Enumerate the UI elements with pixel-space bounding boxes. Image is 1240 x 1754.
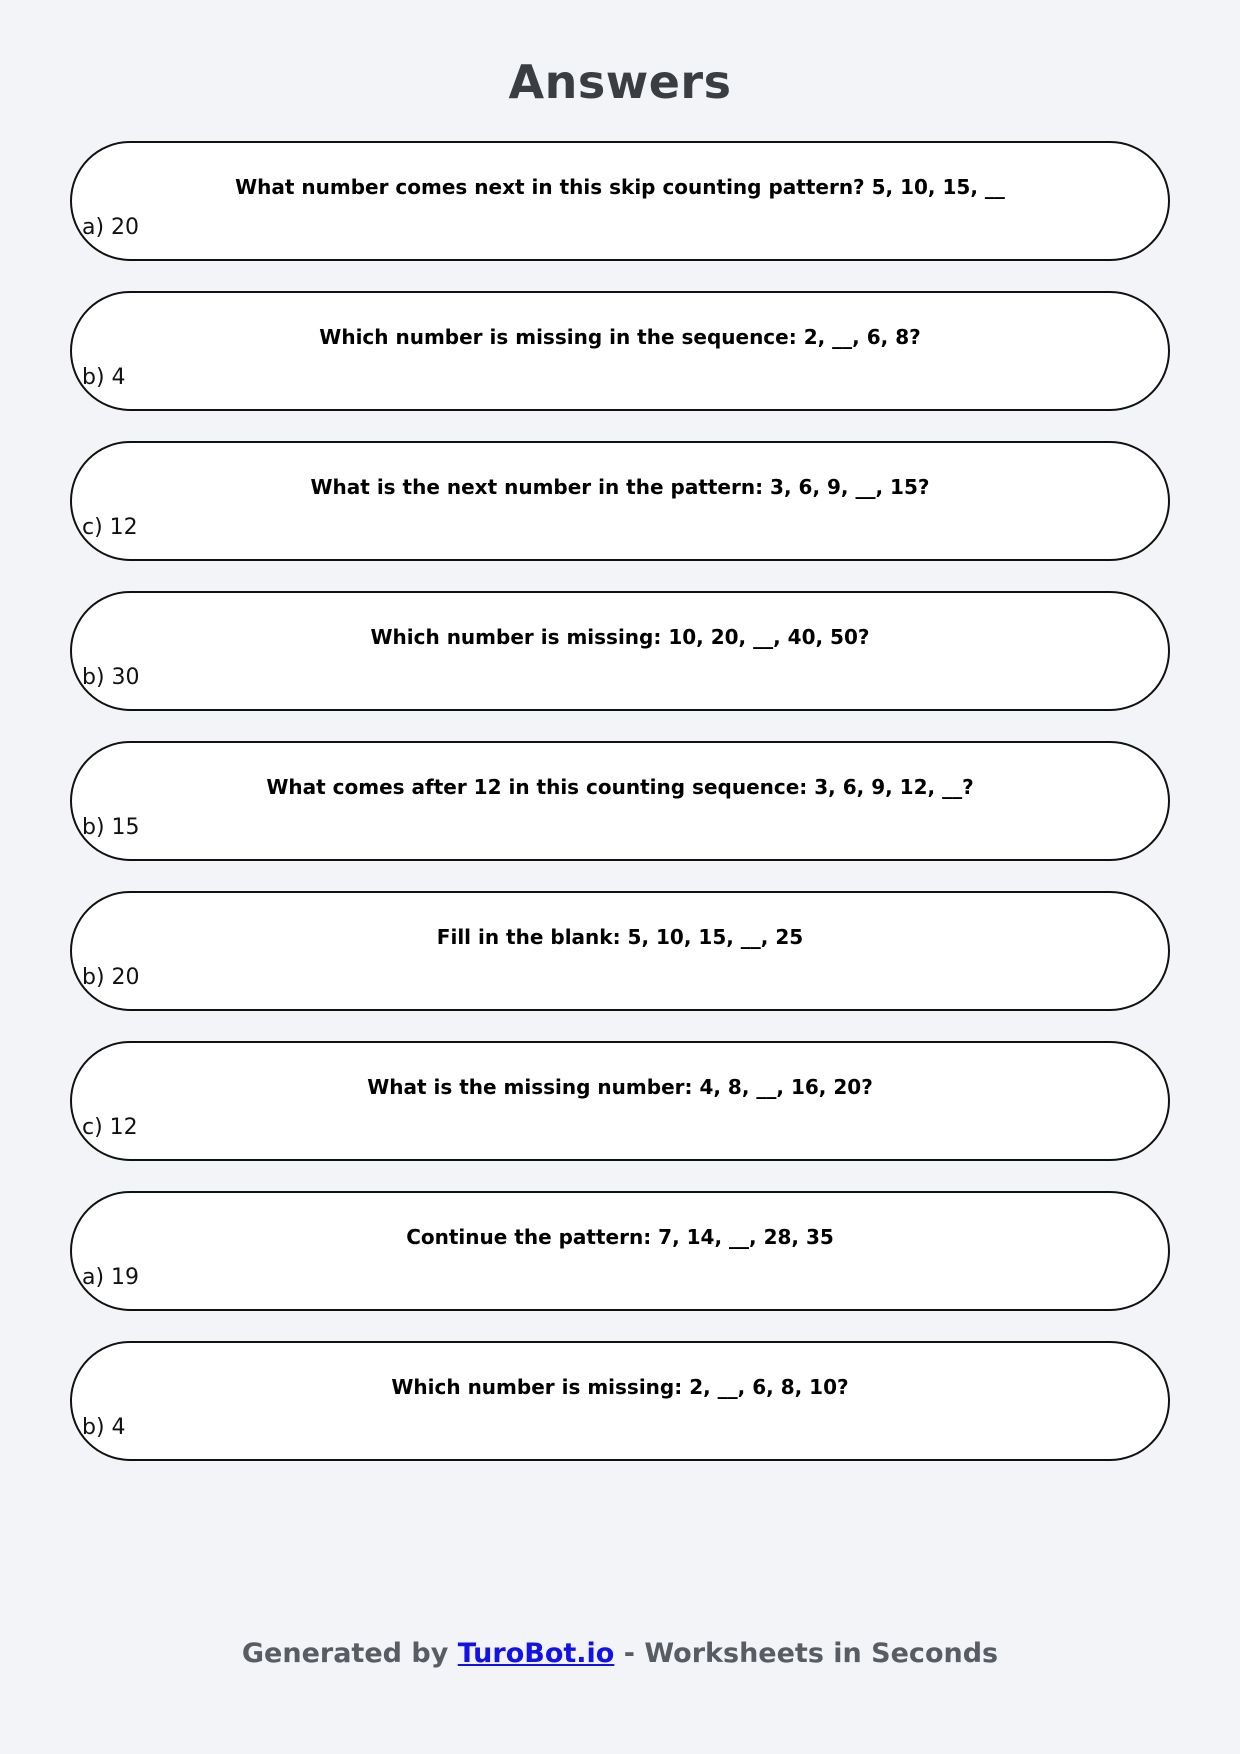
question-text: Continue the pattern: 7, 14, __, 28, 35: [406, 1224, 834, 1249]
answer-text: b) 20: [82, 964, 140, 990]
answer-text: b) 15: [82, 814, 140, 840]
footer-suffix: - Worksheets in Seconds: [614, 1638, 999, 1669]
answer-card: [70, 741, 1170, 861]
answer-text: c) 12: [82, 514, 138, 540]
answer-card: [70, 1191, 1170, 1311]
answer-card: [70, 591, 1170, 711]
question-text: What is the missing number: 4, 8, __, 16, 20?: [367, 1074, 873, 1099]
answer-card: [70, 1341, 1170, 1461]
question-text: Which number is missing: 2, __, 6, 8, 10?: [391, 1374, 849, 1399]
page-title: Answers: [508, 55, 732, 109]
answer-text: b) 30: [82, 664, 140, 690]
question-text: Which number is missing in the sequence: 2, __, 6, 8?: [319, 324, 921, 349]
answer-text: a) 20: [82, 214, 140, 240]
answer-text: a) 19: [82, 1264, 140, 1290]
question-text: What comes after 12 in this counting sequence: 3, 6, 9, 12, __?: [266, 774, 974, 799]
answer-text: c) 12: [82, 1114, 138, 1140]
answer-card: [70, 291, 1170, 411]
answers-list: [0, 141, 1240, 1461]
question-text: What is the next number in the pattern: 3, 6, 9, __, 15?: [310, 474, 930, 499]
footer-prefix: Generated by: [241, 1638, 458, 1669]
answer-text: b) 4: [82, 1414, 126, 1440]
question-text: Which number is missing: 10, 20, __, 40, 50?: [370, 624, 870, 649]
question-text: What number comes next in this skip counting pattern? 5, 10, 15, __: [235, 174, 1005, 199]
answer-card: [70, 141, 1170, 261]
answer-text: b) 4: [82, 364, 126, 390]
turobot-link[interactable]: TuroBot.io: [457, 1638, 615, 1669]
answer-card: [70, 891, 1170, 1011]
question-text: Fill in the blank: 5, 10, 15, __, 25: [436, 924, 804, 949]
answer-card: [70, 441, 1170, 561]
footer: [0, 1638, 1240, 1670]
answer-card: [70, 1041, 1170, 1161]
